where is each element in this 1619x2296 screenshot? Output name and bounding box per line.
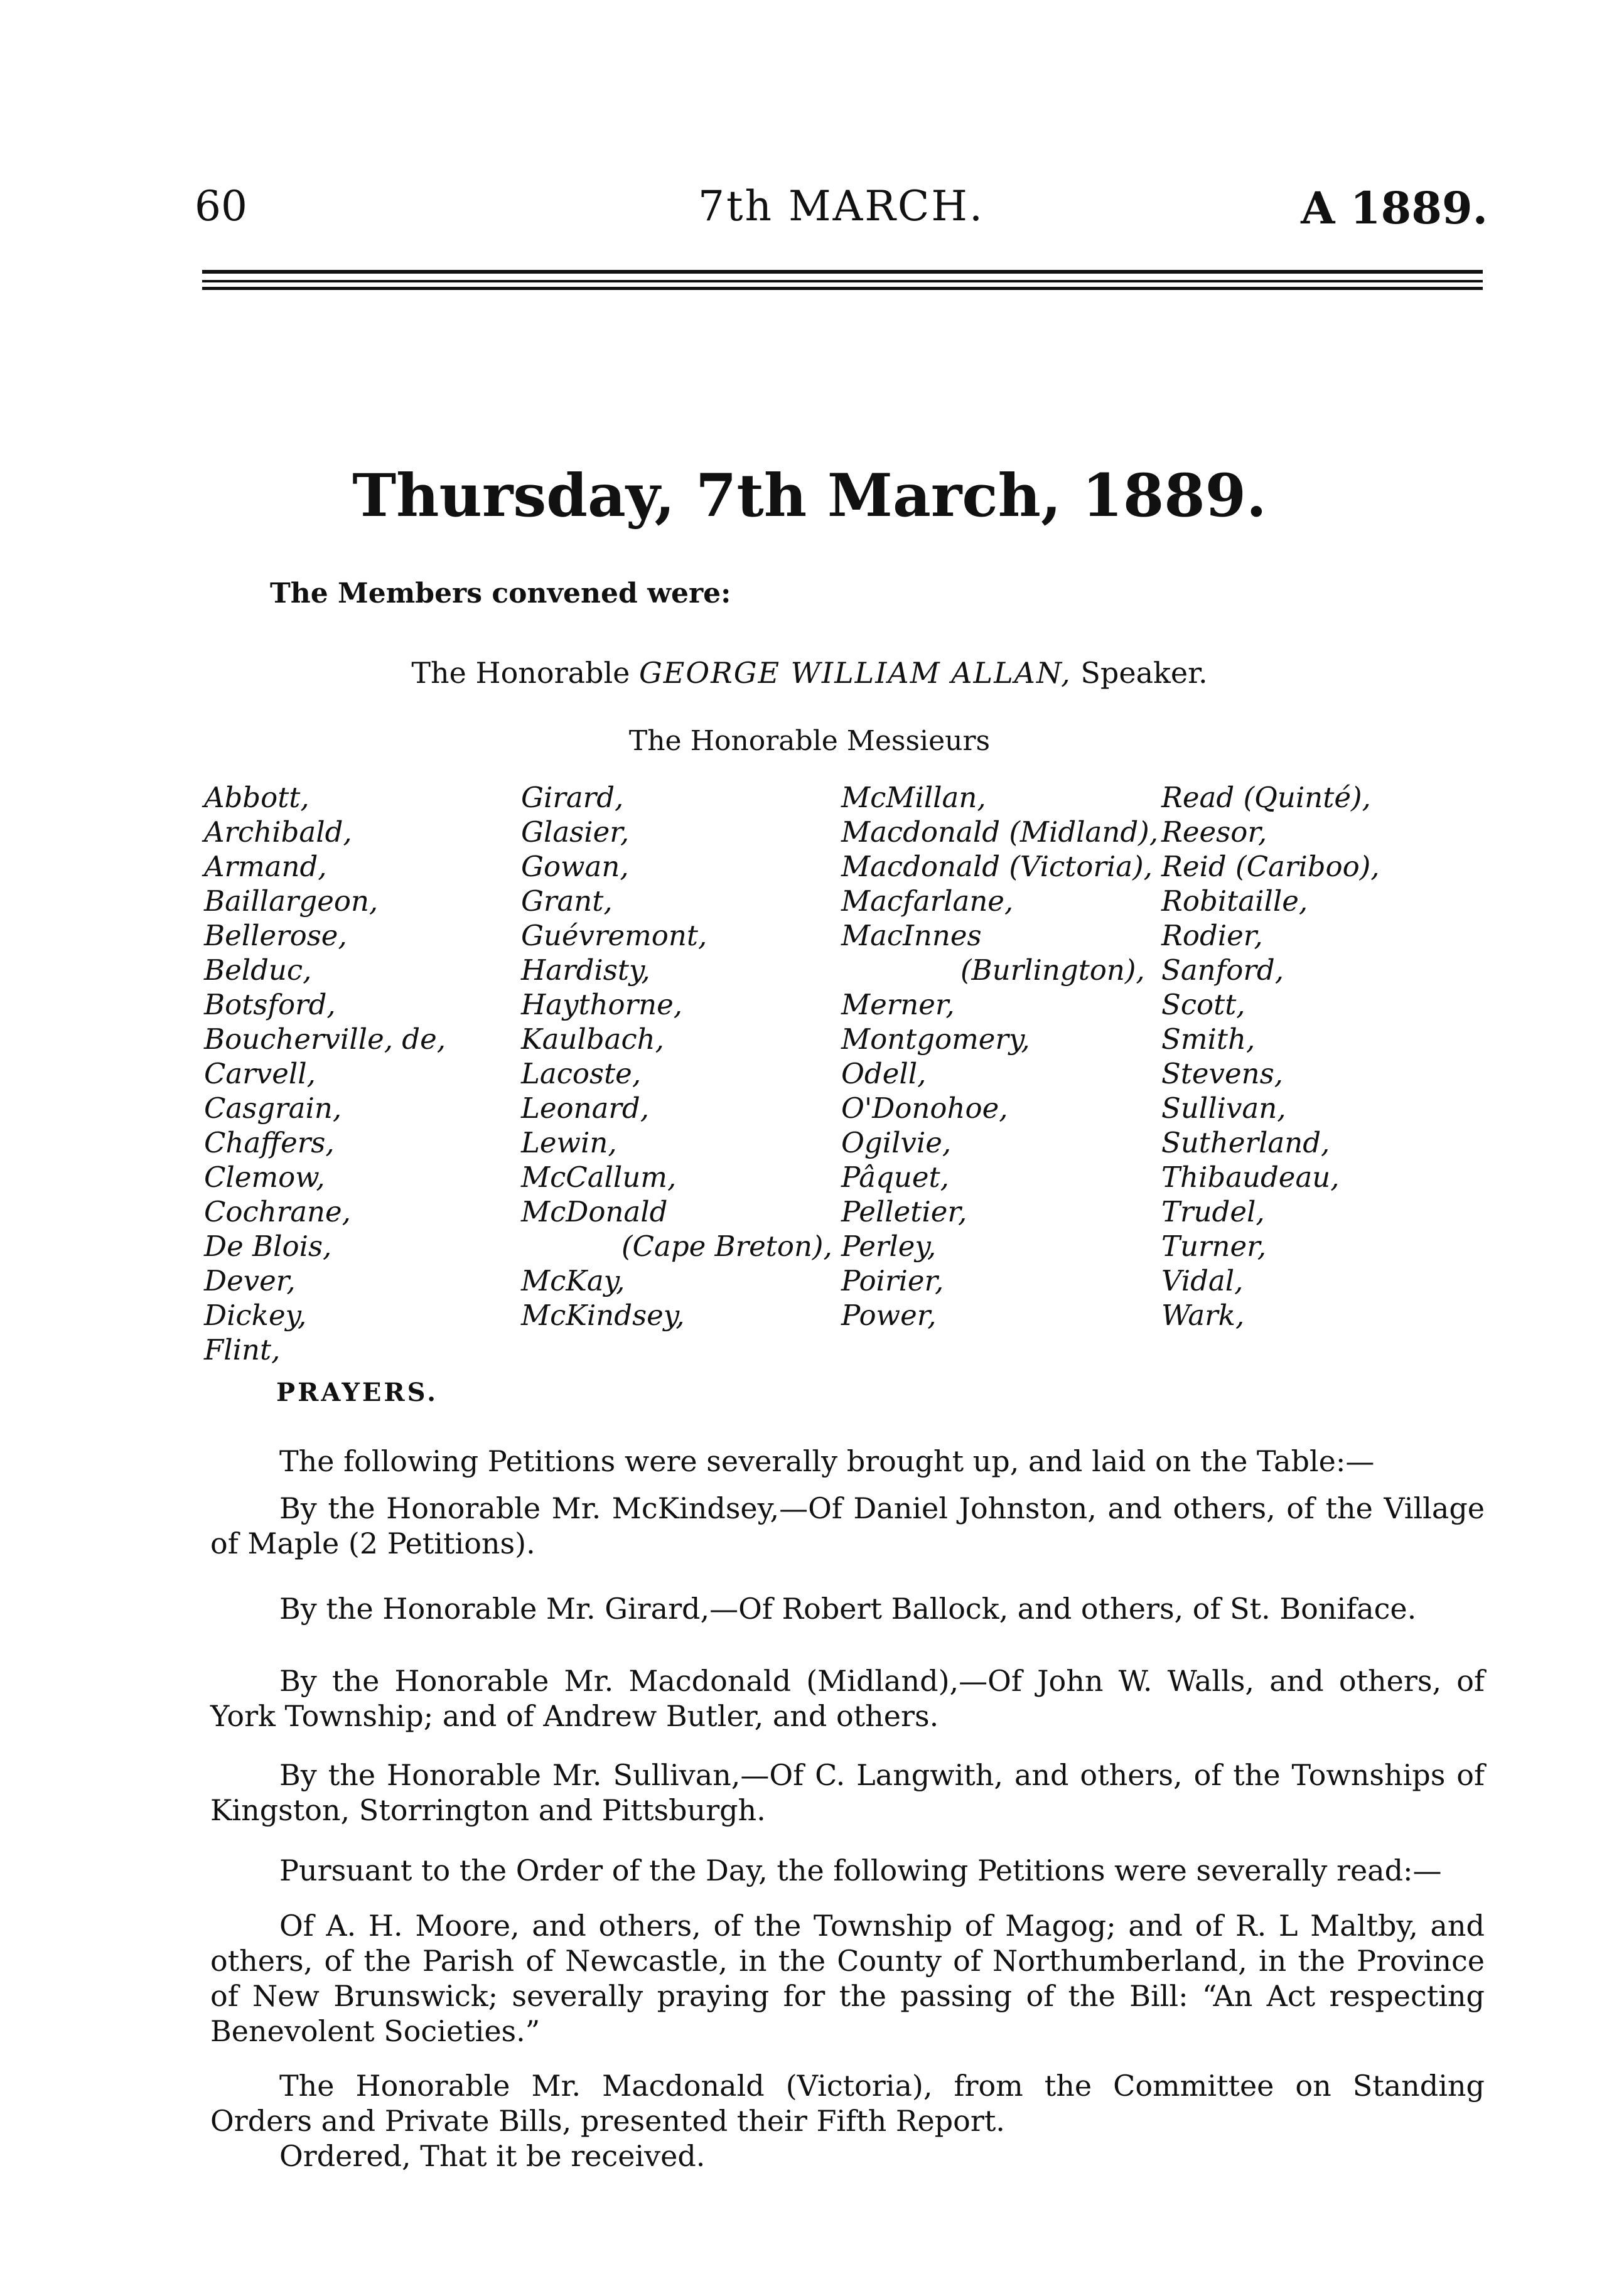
messieurs-heading: The Honorable Messieurs	[628, 725, 991, 757]
member-name: Leonard,	[521, 1092, 650, 1125]
petition-sullivan	[210, 1757, 1485, 1828]
members-column-1	[204, 780, 446, 1367]
header-rule	[202, 280, 1483, 282]
petition-macdonald-midland	[210, 1663, 1485, 1734]
speaker-suffix: Speaker.	[1071, 656, 1208, 690]
member-name: Ogilvie,	[841, 1126, 952, 1159]
member-name: Lacoste,	[521, 1057, 642, 1090]
member-name: Macdonald (Victoria),	[841, 850, 1153, 883]
member-name-continuation: (Cape Breton),	[621, 1230, 832, 1263]
speaker-prefix: The Honorable	[411, 656, 640, 690]
member-name: Turner,	[1161, 1230, 1266, 1263]
paragraph-text: By the Honorable Mr. McKindsey,—Of Daniel Johnston, and others, of the Village of Maple (2 Petitions).	[210, 1491, 1485, 1560]
members-column-4	[1161, 780, 1380, 1333]
paragraph-text: By the Honorable Mr. Sullivan,—Of C. Langwith, and others, of the Townships of Kingston, Storrington and Pittsburgh.	[210, 1758, 1485, 1827]
member-name: MacInnes	[841, 919, 982, 952]
member-name: Haythorne,	[521, 988, 683, 1021]
order-of-day-paragraph	[210, 1853, 1485, 1888]
paragraph-text: By the Honorable Mr. Macdonald (Midland),—Of John W. Walls, and others, of York Township; and of Andrew Butler, and others.	[210, 1664, 1485, 1733]
member-name: Macfarlane,	[841, 884, 1014, 918]
member-name: Chaffers,	[204, 1126, 335, 1159]
header-rule	[202, 270, 1483, 274]
members-intro: The Members convened were:	[270, 577, 731, 609]
member-name: Stevens,	[1161, 1057, 1283, 1090]
running-year: A 1889.	[1301, 182, 1488, 234]
member-name: Armand,	[204, 850, 327, 883]
member-name: Botsford,	[204, 988, 336, 1021]
committee-report-paragraph	[210, 2068, 1485, 2174]
member-name: Sullivan,	[1161, 1092, 1286, 1125]
member-name: Archibald,	[204, 815, 352, 849]
ordered-line: Ordered, That it be received.	[279, 2139, 706, 2173]
petition-benevolent-societies	[210, 1908, 1485, 2049]
member-name: Read (Quinté),	[1161, 781, 1371, 814]
member-name: Clemow,	[204, 1161, 325, 1194]
member-name: Carvell,	[204, 1057, 316, 1090]
member-name: Grant,	[521, 884, 613, 918]
member-name: Sanford,	[1161, 953, 1284, 987]
paragraph-text: Of A. H. Moore, and others, of the Township of Magog; and of R. L Maltby, and others, of the Parish of Newcastle, in the County of Northumberland, in the Province of New Brunswick; severally praying for the passing of the Bill: “An Act respecting Benevolent Societies.”	[210, 1909, 1485, 2048]
speaker-name: GEORGE WILLIAM ALLAN,	[639, 656, 1072, 690]
member-name: Rodier,	[1161, 919, 1263, 952]
member-name: Reesor,	[1161, 815, 1267, 849]
speaker-line	[0, 656, 1619, 690]
member-name: Gowan,	[521, 850, 629, 883]
member-name: Dickey,	[204, 1299, 307, 1332]
paragraph-text: By the Honorable Mr. Girard,—Of Robert Ballock, and others, of St. Boniface.	[279, 1592, 1417, 1626]
member-name: Kaulbach,	[521, 1022, 664, 1056]
members-column-3	[841, 780, 1158, 1333]
member-name: Guévremont,	[521, 919, 707, 952]
member-name: Pelletier,	[841, 1195, 967, 1228]
member-name: Thibaudeau,	[1161, 1161, 1340, 1194]
member-name: Vidal,	[1161, 1264, 1244, 1297]
member-name: Montgomery,	[841, 1022, 1030, 1056]
page-title: Thursday, 7th March, 1889.	[352, 461, 1267, 530]
member-name: Boucherville, de,	[204, 1022, 446, 1056]
member-name: Scott,	[1161, 988, 1245, 1021]
member-name: Perley,	[841, 1230, 937, 1263]
member-name: Trudel,	[1161, 1195, 1265, 1228]
page-number: 60	[195, 182, 247, 230]
paragraph-text: The following Petitions were severally brought up, and laid on the Table:—	[279, 1444, 1375, 1478]
member-name: Cochrane,	[204, 1195, 351, 1228]
petition-girard	[210, 1591, 1485, 1626]
member-name: Baillargeon,	[204, 884, 379, 918]
member-name: Macdonald (Midland),	[841, 815, 1159, 849]
paragraph-text: The Honorable Mr. Macdonald (Victoria), from the Committee on Standing Orders and Private Bills, presented their Fifth Report.	[210, 2069, 1485, 2138]
member-name: Poirier,	[841, 1264, 944, 1297]
petitions-intro-paragraph	[210, 1444, 1485, 1479]
member-name: Flint,	[204, 1333, 281, 1366]
member-name: Power,	[841, 1299, 937, 1332]
member-name: McKay,	[521, 1264, 625, 1297]
member-name: McMillan,	[841, 781, 986, 814]
member-name: Reid (Cariboo),	[1161, 850, 1380, 883]
member-name: Wark,	[1161, 1299, 1245, 1332]
prayers-heading: PRAYERS.	[276, 1378, 439, 1407]
member-name: McDonald	[521, 1195, 668, 1228]
member-name: Lewin,	[521, 1126, 617, 1159]
member-name: Odell,	[841, 1057, 927, 1090]
member-name: McCallum,	[521, 1161, 677, 1194]
member-name: Abbott,	[204, 781, 309, 814]
member-name: Bellerose,	[204, 919, 347, 952]
member-name: Sutherland,	[1161, 1126, 1330, 1159]
member-name: De Blois,	[204, 1230, 332, 1263]
members-column-2	[521, 780, 832, 1333]
header-rule	[202, 287, 1483, 290]
running-date: 7th MARCH.	[698, 182, 984, 230]
member-name: McKindsey,	[521, 1299, 685, 1332]
member-name: Glasier,	[521, 815, 630, 849]
page-header	[195, 182, 1488, 245]
member-name: Pâquet,	[841, 1161, 949, 1194]
member-name: Belduc,	[204, 953, 312, 987]
member-name: O'Donohoe,	[841, 1092, 1008, 1125]
member-name: Robitaille,	[1161, 884, 1308, 918]
paragraph-text: Pursuant to the Order of the Day, the following Petitions were severally read:—	[279, 1853, 1442, 1887]
member-name: Merner,	[841, 988, 955, 1021]
member-name-continuation: (Burlington),	[960, 953, 1145, 987]
members-list	[0, 780, 1619, 1366]
member-name: Girard,	[521, 781, 624, 814]
member-name: Smith,	[1161, 1022, 1256, 1056]
member-name: Dever,	[204, 1264, 296, 1297]
member-name: Hardisty,	[521, 953, 650, 987]
petition-mckindsey	[210, 1491, 1485, 1561]
member-name: Casgrain,	[204, 1092, 342, 1125]
